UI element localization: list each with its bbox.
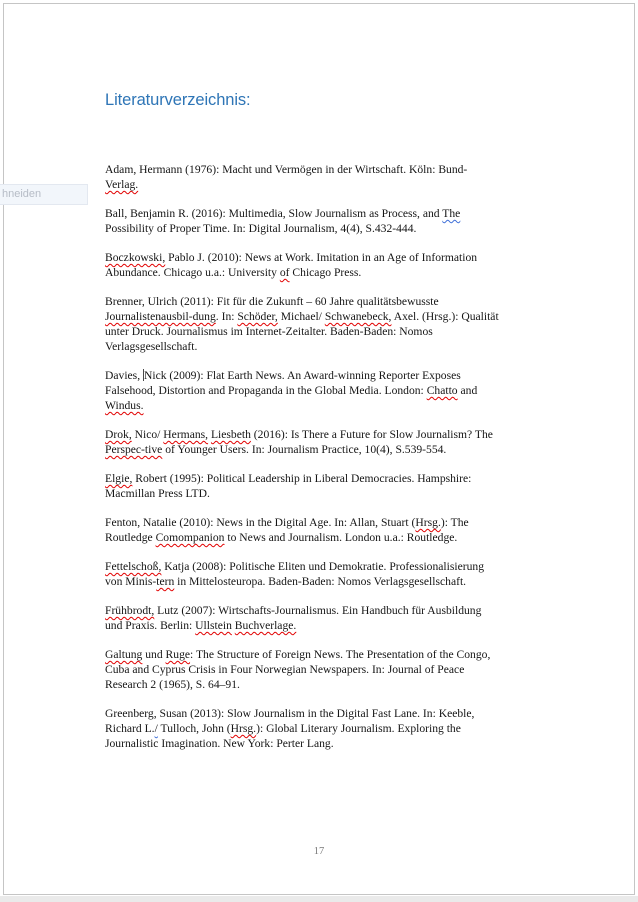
- bibliography-entry: [105, 603, 565, 633]
- spell-error: Boczkowski,: [105, 251, 166, 264]
- entry-line: [105, 162, 565, 177]
- spell-error: of: [279, 266, 290, 279]
- text-run: and: [457, 384, 478, 397]
- spell-error: Chatto: [426, 384, 458, 397]
- text-run: und Praxis. Berlin:: [105, 619, 196, 632]
- spell-error: Comompanion: [155, 531, 225, 544]
- text-run: und: [142, 648, 166, 661]
- text-run: Falsehood, Distortion and Propaganda in the Global Media. London:: [105, 384, 427, 397]
- text-run: Davies,: [105, 369, 143, 382]
- text-run: Macmillan Press LTD.: [105, 487, 210, 500]
- bibliography-entry: [105, 206, 565, 236]
- entry-line: [105, 265, 565, 280]
- entry-line: [105, 206, 565, 221]
- text-run: Axel. (Hrsg.): Qualität: [391, 310, 499, 323]
- entry-line: [105, 721, 565, 736]
- text-run: Chicago Press.: [289, 266, 362, 279]
- entry-line: [105, 706, 565, 721]
- text-run: Katja (2008): Politische Eliten und Demokratie. Professionalisierung: [161, 560, 484, 573]
- entry-line: [105, 427, 565, 442]
- bibliography-entry: [105, 162, 565, 192]
- entry-line: [105, 177, 565, 192]
- spell-error: Elgie,: [105, 472, 133, 485]
- spell-error: Schwanebeck,: [324, 310, 392, 323]
- text-run: Abundance. Chicago u.a.: University: [105, 266, 280, 279]
- entry-line: [105, 677, 565, 692]
- grammar-error: /: [154, 722, 158, 735]
- text-run: Lutz (2007): Wirtschafts-Journalismus. Ein Handbuch für Ausbildung: [154, 604, 482, 617]
- text-run: von Minis-: [105, 575, 157, 588]
- spell-error: Ruge: [165, 648, 191, 661]
- entry-line: [105, 250, 565, 265]
- text-run: (2016): Is There a Future for Slow Journalism? The: [250, 428, 493, 441]
- entry-line: [105, 471, 565, 486]
- bibliography-list: [105, 162, 565, 751]
- text-run: in Mittelosteuropa. Baden-Baden: Nomos Verlagsgesellschaft.: [174, 575, 467, 588]
- text-run: to News and Journalism. London u.a.: Routledge.: [224, 531, 458, 544]
- text-run: ): Global Literary Journalism. Exploring the: [256, 722, 461, 735]
- text-run: Pablo J. (2010): News at Work. Imitation in an Age of Information: [165, 251, 478, 264]
- bibliography-entry: [105, 368, 565, 413]
- spell-error: Fettelschoß,: [105, 560, 162, 573]
- bibliography-entry: [105, 706, 565, 751]
- text-run: Verlagsgesellschaft.: [105, 340, 198, 353]
- page-gap: [0, 896, 638, 902]
- entry-line: [105, 618, 565, 633]
- bibliography-entry: [105, 515, 565, 545]
- entry-line: [105, 221, 565, 236]
- spell-error: Ullstein: [195, 619, 232, 632]
- entry-line: [105, 736, 565, 751]
- text-run: : The Structure of Foreign News. The Presentation of the Congo,: [190, 648, 491, 661]
- entry-line: [105, 442, 565, 457]
- entry-line: [105, 339, 565, 354]
- text-run: Nico/: [131, 428, 164, 441]
- text-run: Robert (1995): Political Leadership in Liberal Democracies. Hampshire:: [132, 472, 472, 485]
- spell-error: Hrsg.: [415, 516, 441, 529]
- bibliography-entry: [105, 471, 565, 501]
- entry-line: [105, 486, 565, 501]
- spell-error: tern: [156, 575, 175, 588]
- text-run: Adam, Hermann (1976): Macht und Vermögen in der Wirtschaft. Köln: Bund-: [105, 163, 468, 176]
- document-page: [3, 3, 635, 895]
- text-run: Ball, Benjamin R. (2016): Multimedia, Slow Journalism as Process, and: [105, 207, 443, 220]
- text-run: Greenberg, Susan (2013): Slow Journalism in the Digital Fast Lane. In: Keeble,: [105, 707, 475, 720]
- spell-error: Frühbrodt,: [105, 604, 155, 617]
- context-menu-item-label: hneiden: [2, 188, 42, 200]
- bibliography-entry: [105, 647, 565, 692]
- entry-line: [105, 398, 565, 413]
- text-run: Journalistic Imagination. New York: Perter Lang.: [105, 737, 334, 750]
- spell-error: Windus.: [105, 399, 144, 412]
- text-run: Routledge: [105, 531, 156, 544]
- entry-line: [105, 368, 565, 383]
- spell-error: Galtung: [105, 648, 143, 661]
- entry-line: [105, 309, 565, 324]
- section-heading: Literaturverzeichnis:: [105, 91, 251, 109]
- bibliography-entry: [105, 250, 565, 280]
- entry-line: [105, 559, 565, 574]
- bibliography-entry: [105, 294, 565, 354]
- grammar-error: The: [442, 207, 461, 220]
- text-run: Brenner, Ulrich (2011): Fit für die Zukunft – 60 Jahre qualitätsbewusste: [105, 295, 439, 308]
- text-run: ): The: [440, 516, 469, 529]
- text-run: Richard L.: [105, 722, 155, 735]
- text-run: . In:: [215, 310, 238, 323]
- entry-line: [105, 294, 565, 309]
- spell-error: Drok,: [105, 428, 132, 441]
- spell-error: Verlag.: [105, 178, 139, 191]
- spell-error: Journalistenausbil-dung: [105, 310, 216, 323]
- text-run: of Younger Users. In: Journalism Practice, 10(4), S.539-554.: [162, 443, 447, 456]
- context-menu-item-cut[interactable]: [0, 184, 88, 205]
- text-run: unter Druck. Journalismus im Internet-Zeitalter. Baden-Baden: Nomos: [105, 325, 433, 338]
- bibliography-entry: [105, 559, 565, 589]
- entry-line: [105, 574, 565, 589]
- text-run: Cuba and Cyprus Crisis in Four Norwegian Newspapers. In: Journal of Peace: [105, 663, 465, 676]
- text-run: Possibility of Proper Time. In: Digital Journalism, 4(4), S.432-444.: [105, 222, 417, 235]
- entry-line: [105, 603, 565, 618]
- text-run: Michael/: [277, 310, 325, 323]
- page-number: 17: [313, 846, 325, 857]
- text-run: Research 2 (1965), S. 64–91.: [105, 678, 240, 691]
- page-content: [105, 90, 565, 765]
- spell-error: Schöder,: [237, 310, 278, 323]
- text-run: Tulloch, John (: [157, 722, 231, 735]
- entry-line: [105, 324, 565, 339]
- spell-error: Perspec-tive: [105, 443, 163, 456]
- spell-error: Liesbeth: [210, 428, 251, 441]
- spell-error: Hermans,: [163, 428, 209, 441]
- entry-line: [105, 530, 565, 545]
- spell-error: Hrsg.: [230, 722, 257, 735]
- entry-line: [105, 647, 565, 662]
- entry-line: [105, 383, 565, 398]
- spell-error: Buchverlage.: [234, 619, 297, 632]
- entry-line: [105, 662, 565, 677]
- text-run: Nick (2009): Flat Earth News. An Award-winning Reporter Exposes: [144, 369, 461, 382]
- entry-line: [105, 515, 565, 530]
- bibliography-entry: [105, 427, 565, 457]
- text-run: Fenton, Natalie (2010): News in the Digital Age. In: Allan, Stuart (: [105, 516, 416, 529]
